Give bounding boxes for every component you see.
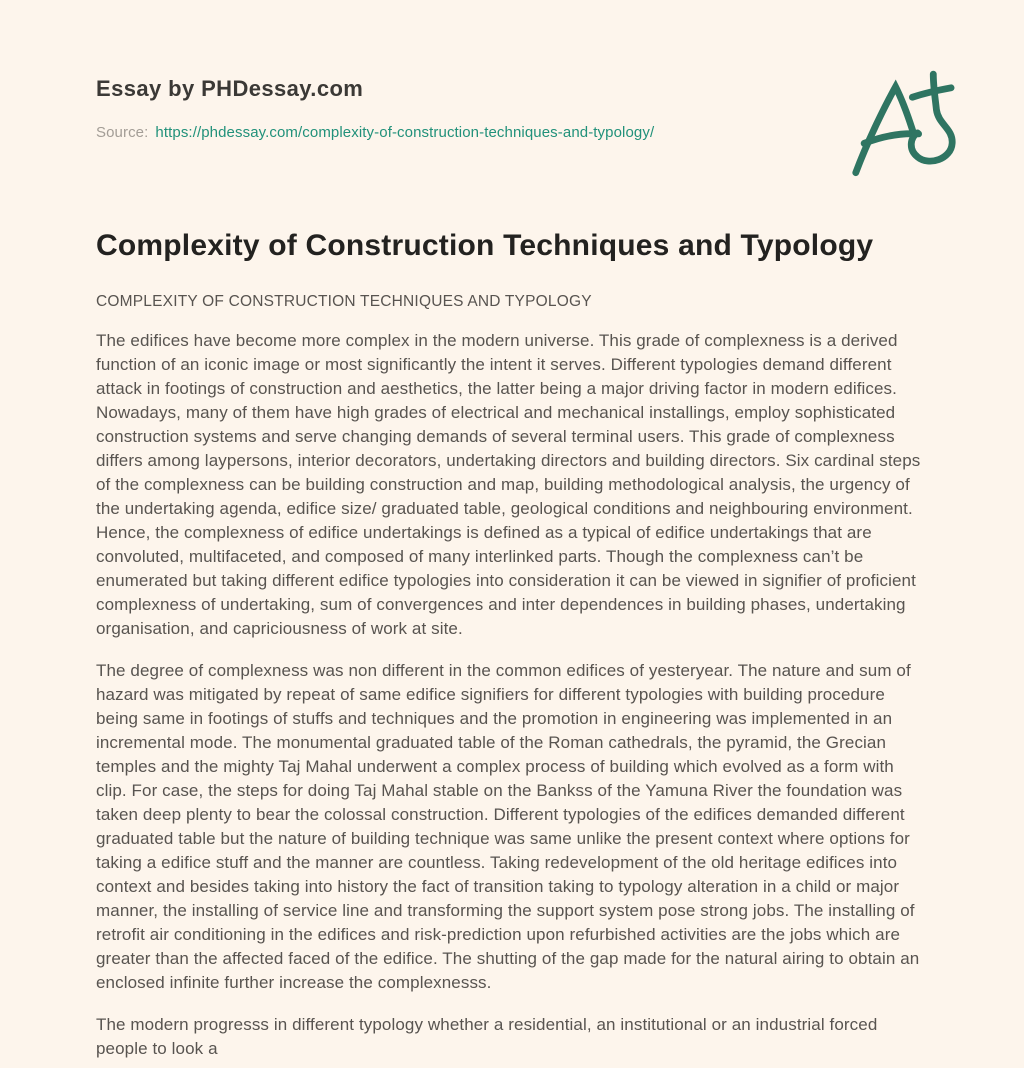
source-label: Source: <box>96 124 149 141</box>
essay-paragraph-1: The edifices have become more complex in the modern universe. This grade of complexness is a derived function of an iconic image or most significantly the intent it serves. Different typologies demand different attack in footings of construction and aesthetics, the latter being a major driving factor in modern edifices. Nowadays, many of them have high grades of electrical and mechanical installings, employ sophisticated construction systems and serve changing demands of several terminal users. This grade of complexness differs among laypersons, interior decorators, undertaking directors and building directors. Six cardinal steps of the complexness can be building construction and map, building methodological analysis, the urgency of the undertaking agenda, edifice size/ graduated table, geological conditions and neighbouring environment. Hence, the complexness of edifice undertakings is defined as a typical of edifice undertakings that are convoluted, multifaceted, and composed of many interlinked parts. Though the complexness can’t be enumerated but taking different edifice typologies into consideration it can be viewed in signifier of proficient complexness of undertaking, sum of convergences and inter dependences in building phases, undertaking organisation, and capriciousness of work at site. <box>96 331 921 638</box>
a-plus-logo-icon <box>846 70 964 180</box>
header <box>96 76 928 141</box>
source-url-link[interactable]: https://phdessay.com/complexity-of-construction-techniques-and-typology/ <box>155 124 655 141</box>
essay-caps-heading: COMPLEXITY OF CONSTRUCTION TECHNIQUES AND TYPOLOGY <box>96 293 592 310</box>
essay-paragraph-2: The degree of complexness was non different in the common edifices of yesteryear. The nature and sum of hazard was mitigated by repeat of same edifice signifiers for different typologies with building procedure being same in footings of stuffs and techniques and the promotion in engineering was implemented in an incremental mode. The monumental graduated table of the Roman cathedrals, the pyramid, the Grecian temples and the mighty Taj Mahal underwent a complex process of building which evolved as a form with clip. For case, the steps for doing Taj Mahal stable on the Bankss of the Yamuna River the foundation was taken deep plenty to bear the colossal construction. Different typologies of the edifices demanded different graduated table but the nature of building technique was same unlike the present context where options for taking a edifice stuff and the manner are countless. Taking redevelopment of the old heritage edifices into context and besides taking into history the fact of transition taking to typology alteration in a child or major manner, the installing of service line and transforming the support system pose strong jobs. The installing of retrofit air conditioning in the edifices and risk-prediction upon refurbished activities are the jobs which are greater than the affected faced of the edifice. The shutting of the gap made for the natural airing to obtain an enclosed infinite further increase the complexnesss. <box>96 661 920 992</box>
essay-paragraph-3: The modern progresss in different typology whether a residential, an institutional or an industrial forced people to look a <box>96 1015 878 1058</box>
source-line <box>96 124 928 141</box>
essay-body <box>96 141 928 1061</box>
essay-title: Complexity of Construction Techniques and Typology <box>96 229 874 262</box>
brand-title: Essay by PHDessay.com <box>96 76 364 101</box>
